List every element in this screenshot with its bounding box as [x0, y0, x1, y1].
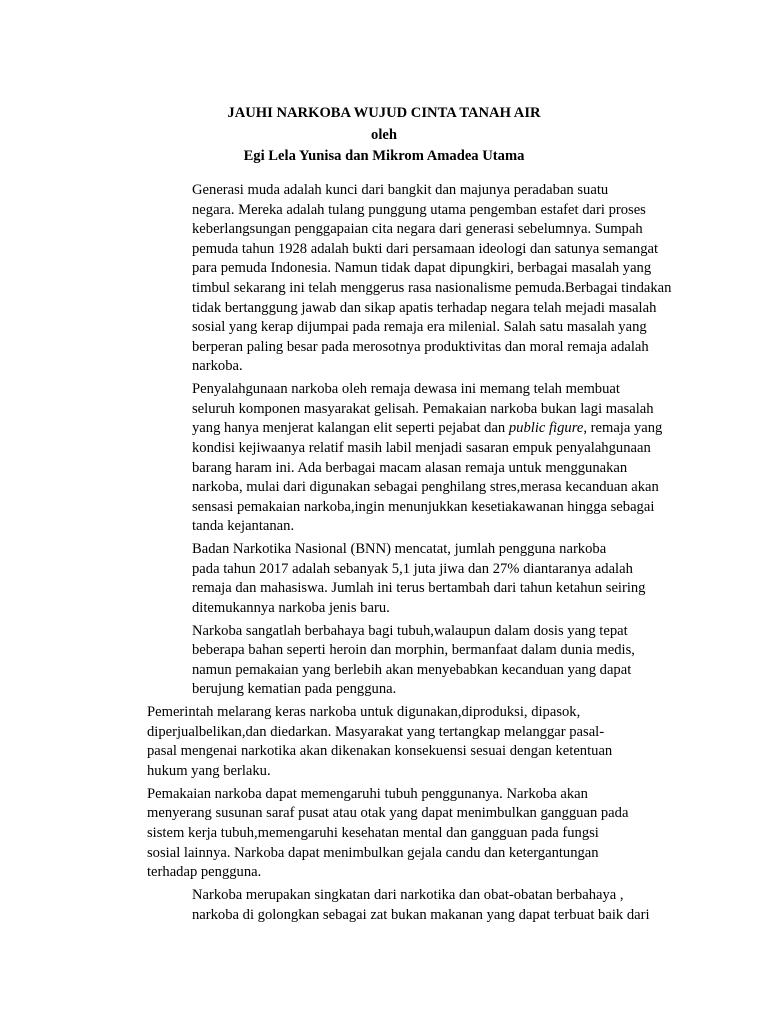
paragraph-line: para pemuda Indonesia. Namun tidak dapat dipungkiri, berbagai masalah yang [192, 260, 652, 277]
paragraph-line: sosial lainnya. Narkoba dapat menimbulkan gejala candu dan ketergantungan [147, 844, 599, 861]
paragraph-line: berujung kematian pada pengguna. [192, 681, 397, 698]
paragraph-line: pemuda tahun 1928 adalah bukti dari persamaan ideologi dan satunya semangat [192, 240, 659, 257]
paragraph [147, 622, 635, 700]
paragraph-line: yang hanya menjerat kalangan elit seperti pejabat dan public figure, remaja yang [192, 420, 663, 437]
paragraph-line: berperan paling besar pada merosotnya produktivitas dan moral remaja adalah [192, 338, 649, 355]
paragraph-line: seluruh komponen masyarakat gelisah. Pemakaian narkoba bukan lagi masalah [192, 400, 654, 417]
paragraph-line: Narkoba sangatlah berbahaya bagi tubuh,walaupun dalam dosis yang tepat [192, 622, 628, 639]
paragraph-line: sosial yang kerap dijumpai pada remaja era milenial. Salah satu masalah yang [192, 319, 647, 336]
paragraph [147, 703, 629, 781]
paragraph-line: keberlangsungan penggapaian cita negara dari generasi sebelumnya. Sumpah [192, 221, 643, 238]
line-continuation: , remaja yang [583, 420, 663, 437]
paragraph-line: Pemakaian narkoba dapat memengaruhi tubuh penggunanya. Narkoba akan [147, 785, 588, 802]
document-body [147, 181, 672, 928]
paragraph-line: menyerang susunan saraf pusat atau otak yang dapat menimbulkan gangguan pada [147, 805, 629, 822]
paragraph-line: tidak bertanggung jawab dan sikap apatis terhadap negara telah mejadi masalah [192, 299, 657, 316]
paragraph-line: pasal mengenai narkotika akan dikenakan konsekuensi sesuai dengan ketentuan [147, 743, 613, 760]
paragraph-line: terhadap pengguna. [147, 864, 262, 881]
document-title: JAUHI NARKOBA WUJUD CINTA TANAH AIR [227, 105, 541, 121]
paragraph-line: barang haram ini. Ada berbagai macam alasan remaja untuk menggunakan [192, 459, 628, 476]
author-names: Egi Lela Yunisa dan Mikrom Amadea Utama [243, 148, 525, 164]
paragraph [147, 380, 663, 537]
paragraph-line: kondisi kejiwaanya relatif masih labil menjadi sasaran empuk penyalahgunaan [192, 439, 651, 456]
paragraph [147, 785, 629, 883]
paragraph-line: Pemerintah melarang keras narkoba untuk digunakan,diproduksi, dipasok, [147, 704, 581, 721]
paragraph-line: Generasi muda adalah kunci dari bangkit dan majunya peradaban suatu [192, 182, 609, 198]
paragraph-line: negara. Mereka adalah tulang punggung utama pengemban estafet dari proses [192, 201, 646, 218]
byline-oleh: oleh [371, 126, 397, 143]
paragraph-line: namun pemakaian yang berlebih akan menyebabkan kecanduan yang dapat [192, 661, 632, 678]
paragraph-line: ditemukannya narkoba jenis baru. [192, 599, 390, 616]
paragraph-line: Narkoba merupakan singkatan dari narkotika dan obat-obatan berbahaya , [192, 886, 624, 903]
paragraph-line: sistem kerja tubuh,memengaruhi kesehatan mental dan gangguan pada fungsi [147, 824, 599, 841]
paragraph-line: beberapa bahan seperti heroin dan morphin, bermanfaat dalam dunia medis, [192, 642, 635, 659]
italic-term: public figure [508, 420, 584, 437]
paragraph [147, 886, 650, 925]
paragraph [147, 540, 646, 618]
paragraph-line: remaja dan mahasiswa. Jumlah ini terus bertambah dari tahun ketahun seiring [192, 580, 646, 597]
paragraph [147, 181, 672, 377]
paragraph-line: diperjualbelikan,dan diedarkan. Masyarakat yang tertangkap melanggar pasal- [147, 723, 605, 740]
paragraph-line: narkoba, mulai dari digunakan sebagai penghilang stres,merasa kecanduan akan [192, 479, 659, 496]
paragraph-line: narkoba. [192, 358, 243, 375]
document-header [0, 103, 768, 168]
paragraph-line: Penyalahgunaan narkoba oleh remaja dewasa ini memang telah membuat [192, 381, 620, 398]
paragraph-line: narkoba di golongkan sebagai zat bukan makanan yang dapat terbuat baik dari [192, 906, 650, 923]
paragraph-line: pada tahun 2017 adalah sebanyak 5,1 juta jiwa dan 27% diantaranya adalah [192, 560, 633, 577]
paragraph-line: timbul sekarang ini telah menggerus rasa nasionalisme pemuda.Berbagai tindakan [192, 279, 672, 296]
paragraph-line: sensasi pemakaian narkoba,ingin menunjukkan kesetiakawanan hingga sebagai [192, 498, 655, 515]
paragraph-line: hukum yang berlaku. [147, 762, 271, 779]
paragraph-line: Badan Narkotika Nasional (BNN) mencatat, jumlah pengguna narkoba [192, 541, 607, 558]
paragraph-line: tanda kejantanan. [192, 518, 295, 535]
